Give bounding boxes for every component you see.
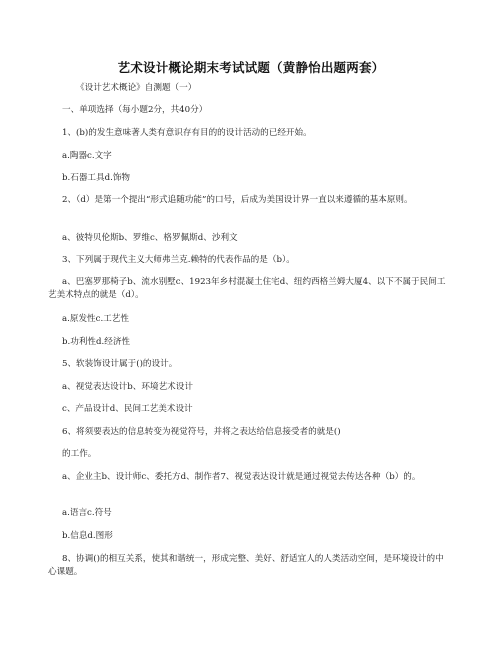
question-text: 的工作。 xyxy=(62,449,97,459)
option-line: a.语言c.符号 xyxy=(62,508,112,518)
question-text: 2、（d）是第一个提出“形式追随功能”的口号，后成为美国设计界一直以来遵循的基本原则。 xyxy=(62,195,413,205)
question-text: 8、协调()的相互关系，使其和谐统一，形成完整、美好、舒适宜人的人类活动空间，是环境设计的中心课题。 xyxy=(48,554,444,577)
question-text: 6、将须要表达的信息转变为视觉符号，并将之表达给信息接受者的就是() xyxy=(62,427,341,437)
question-text: 3、下列属于现代主义大师弗兰克.赖特的代表作品的是（b）。 xyxy=(62,255,295,265)
option-line: a、企业主b、设计师c、委托方d、制作者7、视觉表达设计就是通过视觉去传达各种（b）的。 xyxy=(62,472,421,482)
option-line: a.陶器c.文字 xyxy=(62,151,112,161)
question-text: 1、(b)的发生意味著人类有意识存有目的的设计活动的已经开始。 xyxy=(62,128,312,138)
option-line: b.信息d.图形 xyxy=(62,531,113,541)
question-text: 5、软装饰设计属于()的设计。 xyxy=(62,359,178,369)
subtitle: 《设计艺术概论》自测题（一） xyxy=(76,83,197,93)
option-line: a.原发性c.工艺性 xyxy=(62,314,129,324)
option-line: b.石器工具d.饰物 xyxy=(62,173,131,183)
option-line: b.功利性d.经济性 xyxy=(62,337,131,347)
document-title: 艺术设计概论期末考试试题（黄静怡出题两套） xyxy=(117,60,385,75)
section-heading: 一、单项选择（每小题2分，共40分） xyxy=(62,105,208,115)
option-line: a、巴塞罗那椅子b、流水别墅c、1923年乡村混凝土住宅d、纽约西格兰姆大厦4、以下不属于民间工艺美术特点的就是（d）。 xyxy=(48,277,446,300)
option-line: a、视觉表达设计b、环境艺术设计 xyxy=(62,382,193,392)
option-line: a、彼特贝伦斯b、罗维c、格罗佩斯d、沙利文 xyxy=(62,233,238,243)
option-line: c、产品设计d、民间工艺美术设计 xyxy=(62,404,193,414)
